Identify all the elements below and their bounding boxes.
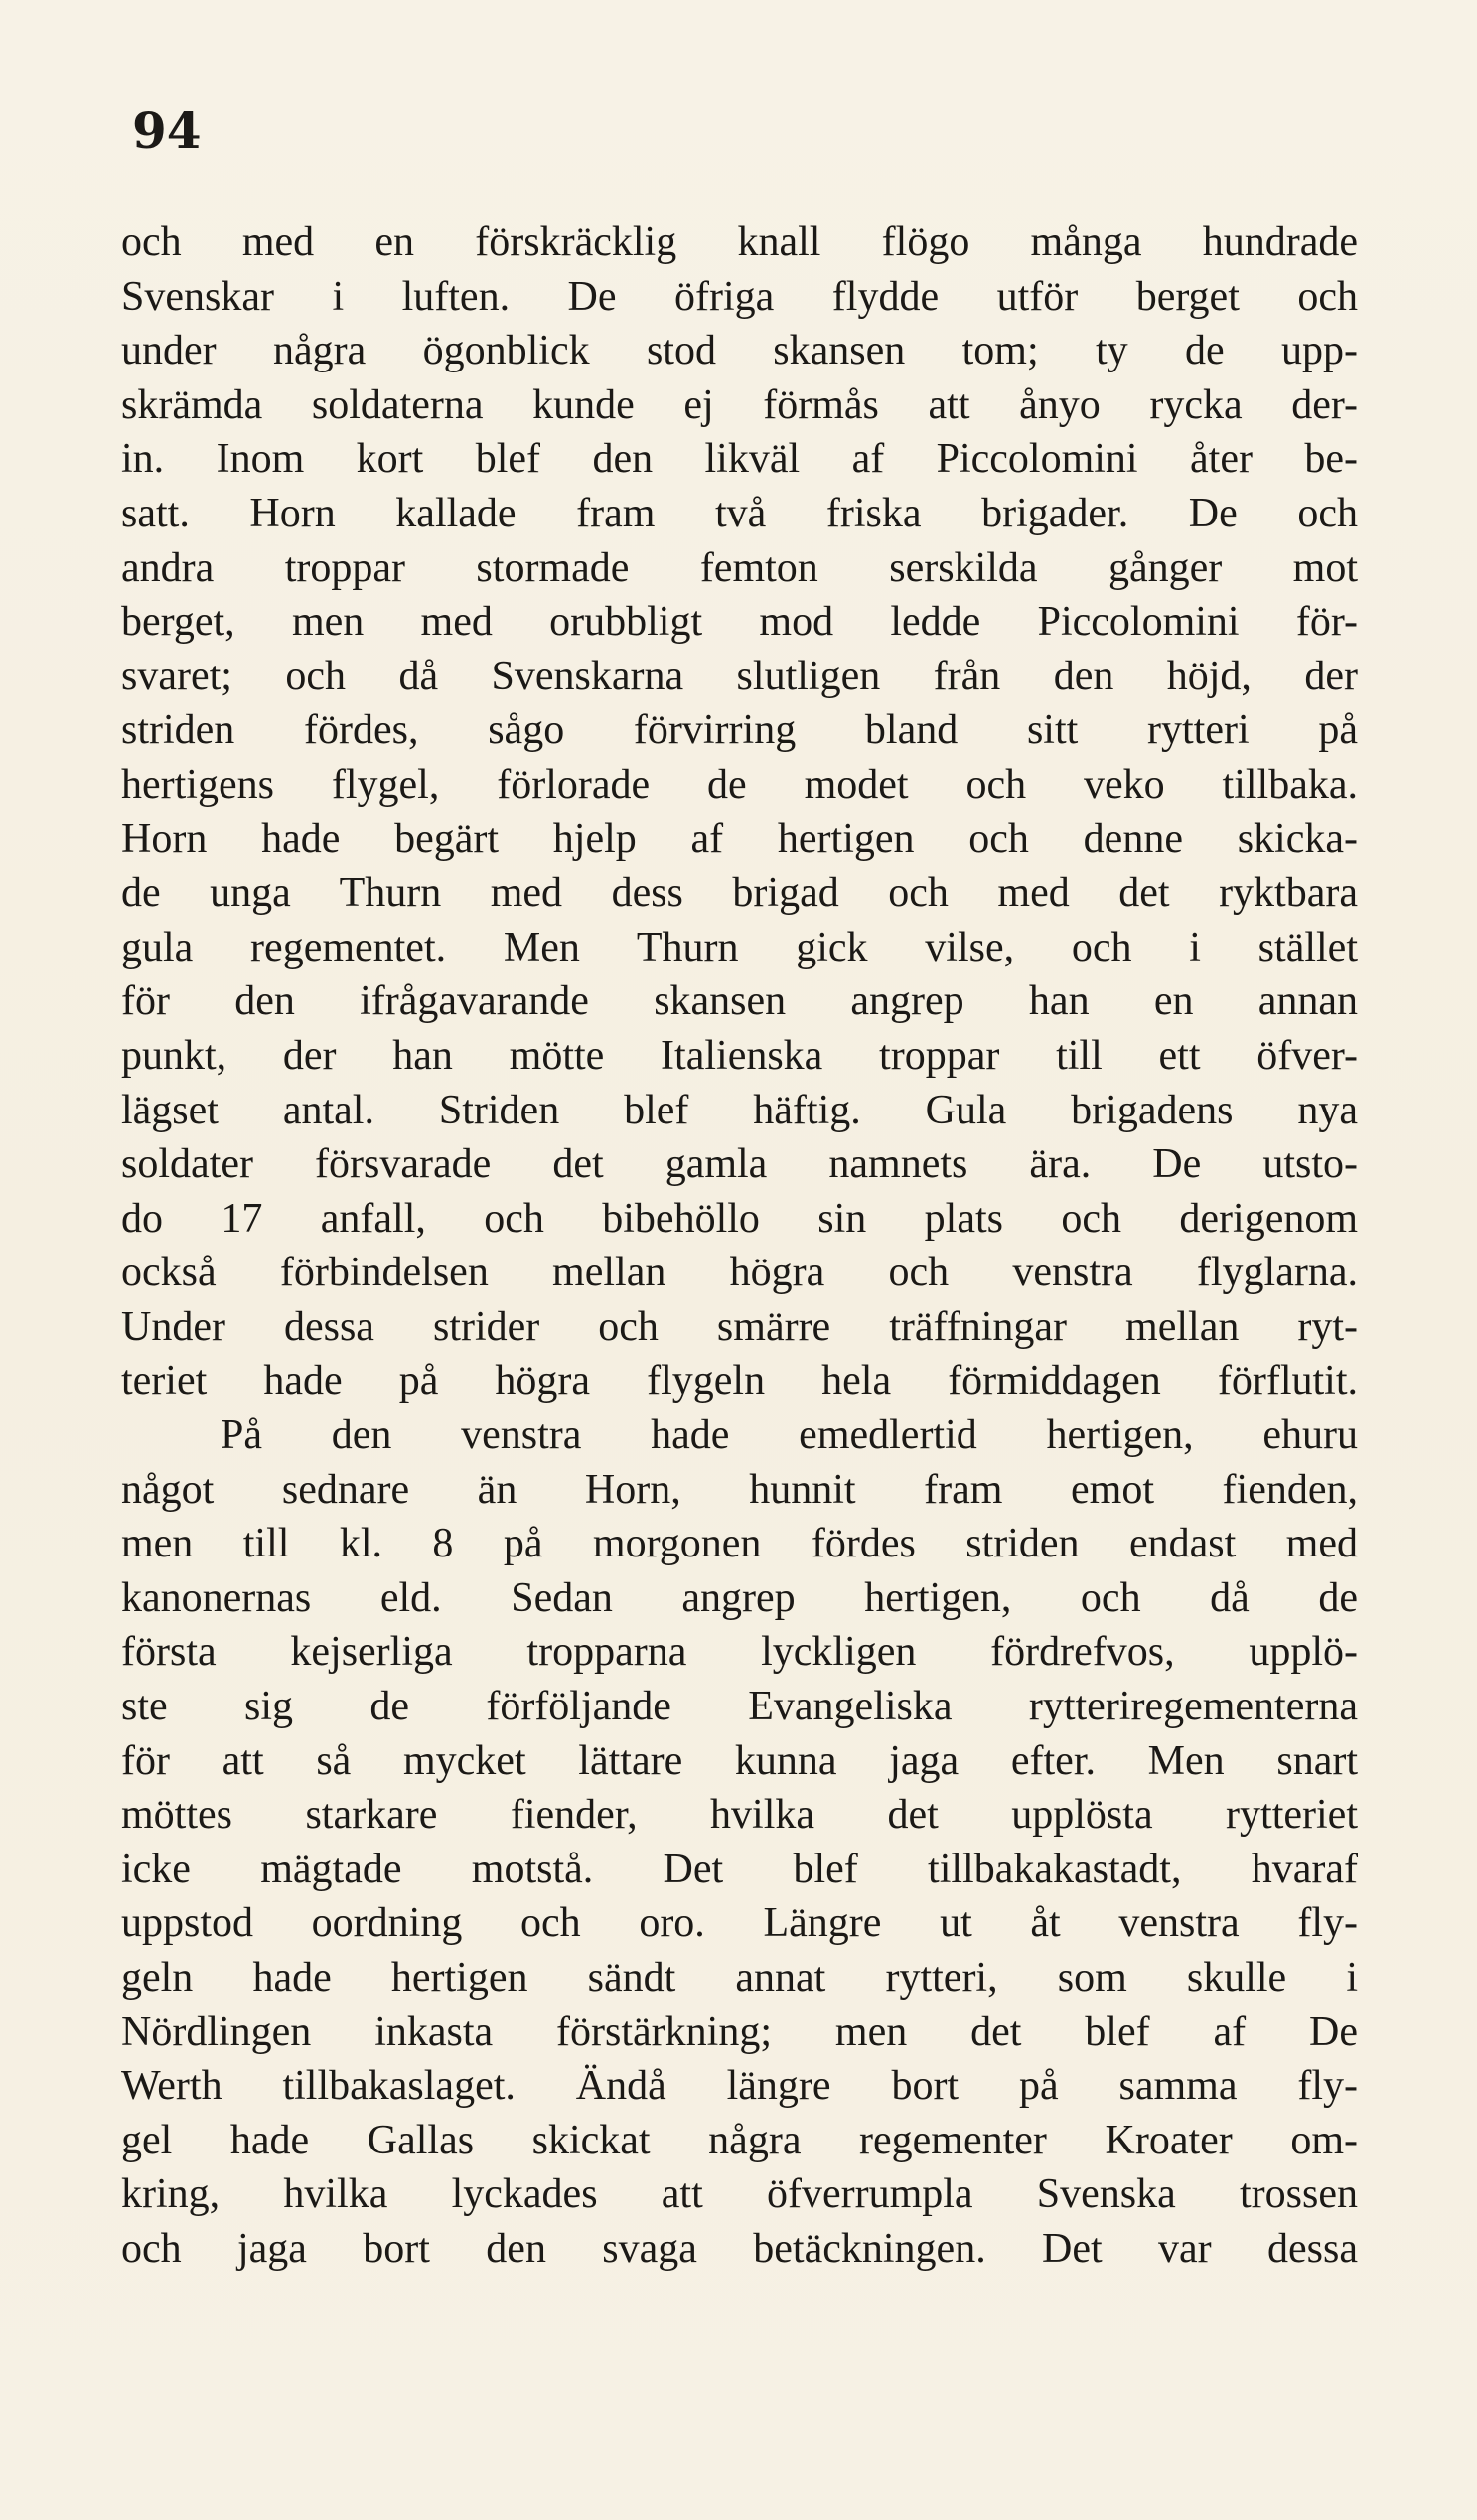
text-line-paragraph-start: På den venstra hade emedlertid hertigen, ehuru [221, 1412, 1358, 1459]
text-line: gula regementet. Men Thurn gick vilse, och i stället [121, 924, 1358, 970]
text-line: Under dessa strider och smärre träffningar mellan ryt- [121, 1303, 1358, 1350]
text-line: möttes starkare fiender, hvilka det upplösta rytteriet [121, 1792, 1358, 1839]
text-line: uppstod oordning och oro. Längre ut åt venstra fly- [121, 1900, 1358, 1947]
text-line: de unga Thurn med dess brigad och med det ryktbara [121, 870, 1358, 917]
text-line: teriet hade på högra flygeln hela förmiddagen förflutit. [121, 1358, 1358, 1405]
text-line: gel hade Gallas skickat några regementer Kroater om- [121, 2117, 1358, 2163]
text-line: Horn hade begärt hjelp af hertigen och denne skicka- [121, 815, 1358, 862]
text-line: andra troppar stormade femton serskilda gånger mot [121, 544, 1358, 591]
text-line: svaret; och då Svenskarna slutligen från den höjd, der [121, 653, 1358, 699]
body-text [121, 216, 1358, 2277]
text-line: do 17 anfall, och bibehöllo sin plats och derigenom [121, 1195, 1358, 1242]
text-line: skrämda soldaterna kunde ej förmås att ånyo rycka der- [121, 381, 1358, 428]
text-line: lägset antal. Striden blef häftig. Gula brigadens nya [121, 1087, 1358, 1133]
text-line: för att så mycket lättare kunna jaga efter. Men snart [121, 1737, 1358, 1784]
text-line: icke mägtade motstå. Det blef tillbakakastadt, hvaraf [121, 1846, 1358, 1892]
text-line: något sednare än Horn, hunnit fram emot fienden, [121, 1466, 1358, 1513]
text-line: ste sig de förföljande Evangeliska rytteriregementerna [121, 1684, 1358, 1730]
text-line: hertigens flygel, förlorade de modet och veko tillbaka. [121, 761, 1358, 808]
text-line: satt. Horn kallade fram två friska brigader. De och [121, 490, 1358, 536]
text-line: in. Inom kort blef den likväl af Piccolomini åter be- [121, 436, 1358, 483]
text-line: också förbindelsen mellan högra och venstra flyglarna. [121, 1250, 1358, 1296]
text-line: under några ögonblick stod skansen tom; ty de upp- [121, 328, 1358, 374]
text-line: geln hade hertigen sändt annat rytteri, som skulle i [121, 1955, 1358, 2001]
text-line: och jaga bort den svaga betäckningen. Det var dessa [121, 2225, 1358, 2272]
text-line: punkt, der han mötte Italienska troppar till ett öfver- [121, 1032, 1358, 1079]
text-line: Werth tillbakaslaget. Ändå längre bort på samma fly- [121, 2063, 1358, 2110]
text-line: Nördlingen inkasta förstärkning; men det blef af De [121, 2008, 1358, 2055]
text-line: Svenskar i luften. De öfriga flydde utför berget och [121, 273, 1358, 320]
text-line: och med en förskräcklig knall flögo många hundrade [121, 220, 1358, 265]
text-line: första kejserliga tropparna lyckligen fördrefvos, upplö- [121, 1629, 1358, 1676]
text-line: för den ifrågavarande skansen angrep han en annan [121, 978, 1358, 1025]
page-number: 94 [132, 101, 202, 160]
text-line: kanonernas eld. Sedan angrep hertigen, och då de [121, 1574, 1358, 1621]
text-line: berget, men med orubbligt mod ledde Piccolomini för- [121, 599, 1358, 646]
text-line: striden fördes, sågo förvirring bland sitt rytteri på [121, 707, 1358, 754]
text-line: men till kl. 8 på morgonen fördes striden endast med [121, 1521, 1358, 1567]
text-line: soldater försvarade det gamla namnets ära. De utsto- [121, 1141, 1358, 1188]
text-line: kring, hvilka lyckades att öfverrumpla Svenska trossen [121, 2171, 1358, 2218]
